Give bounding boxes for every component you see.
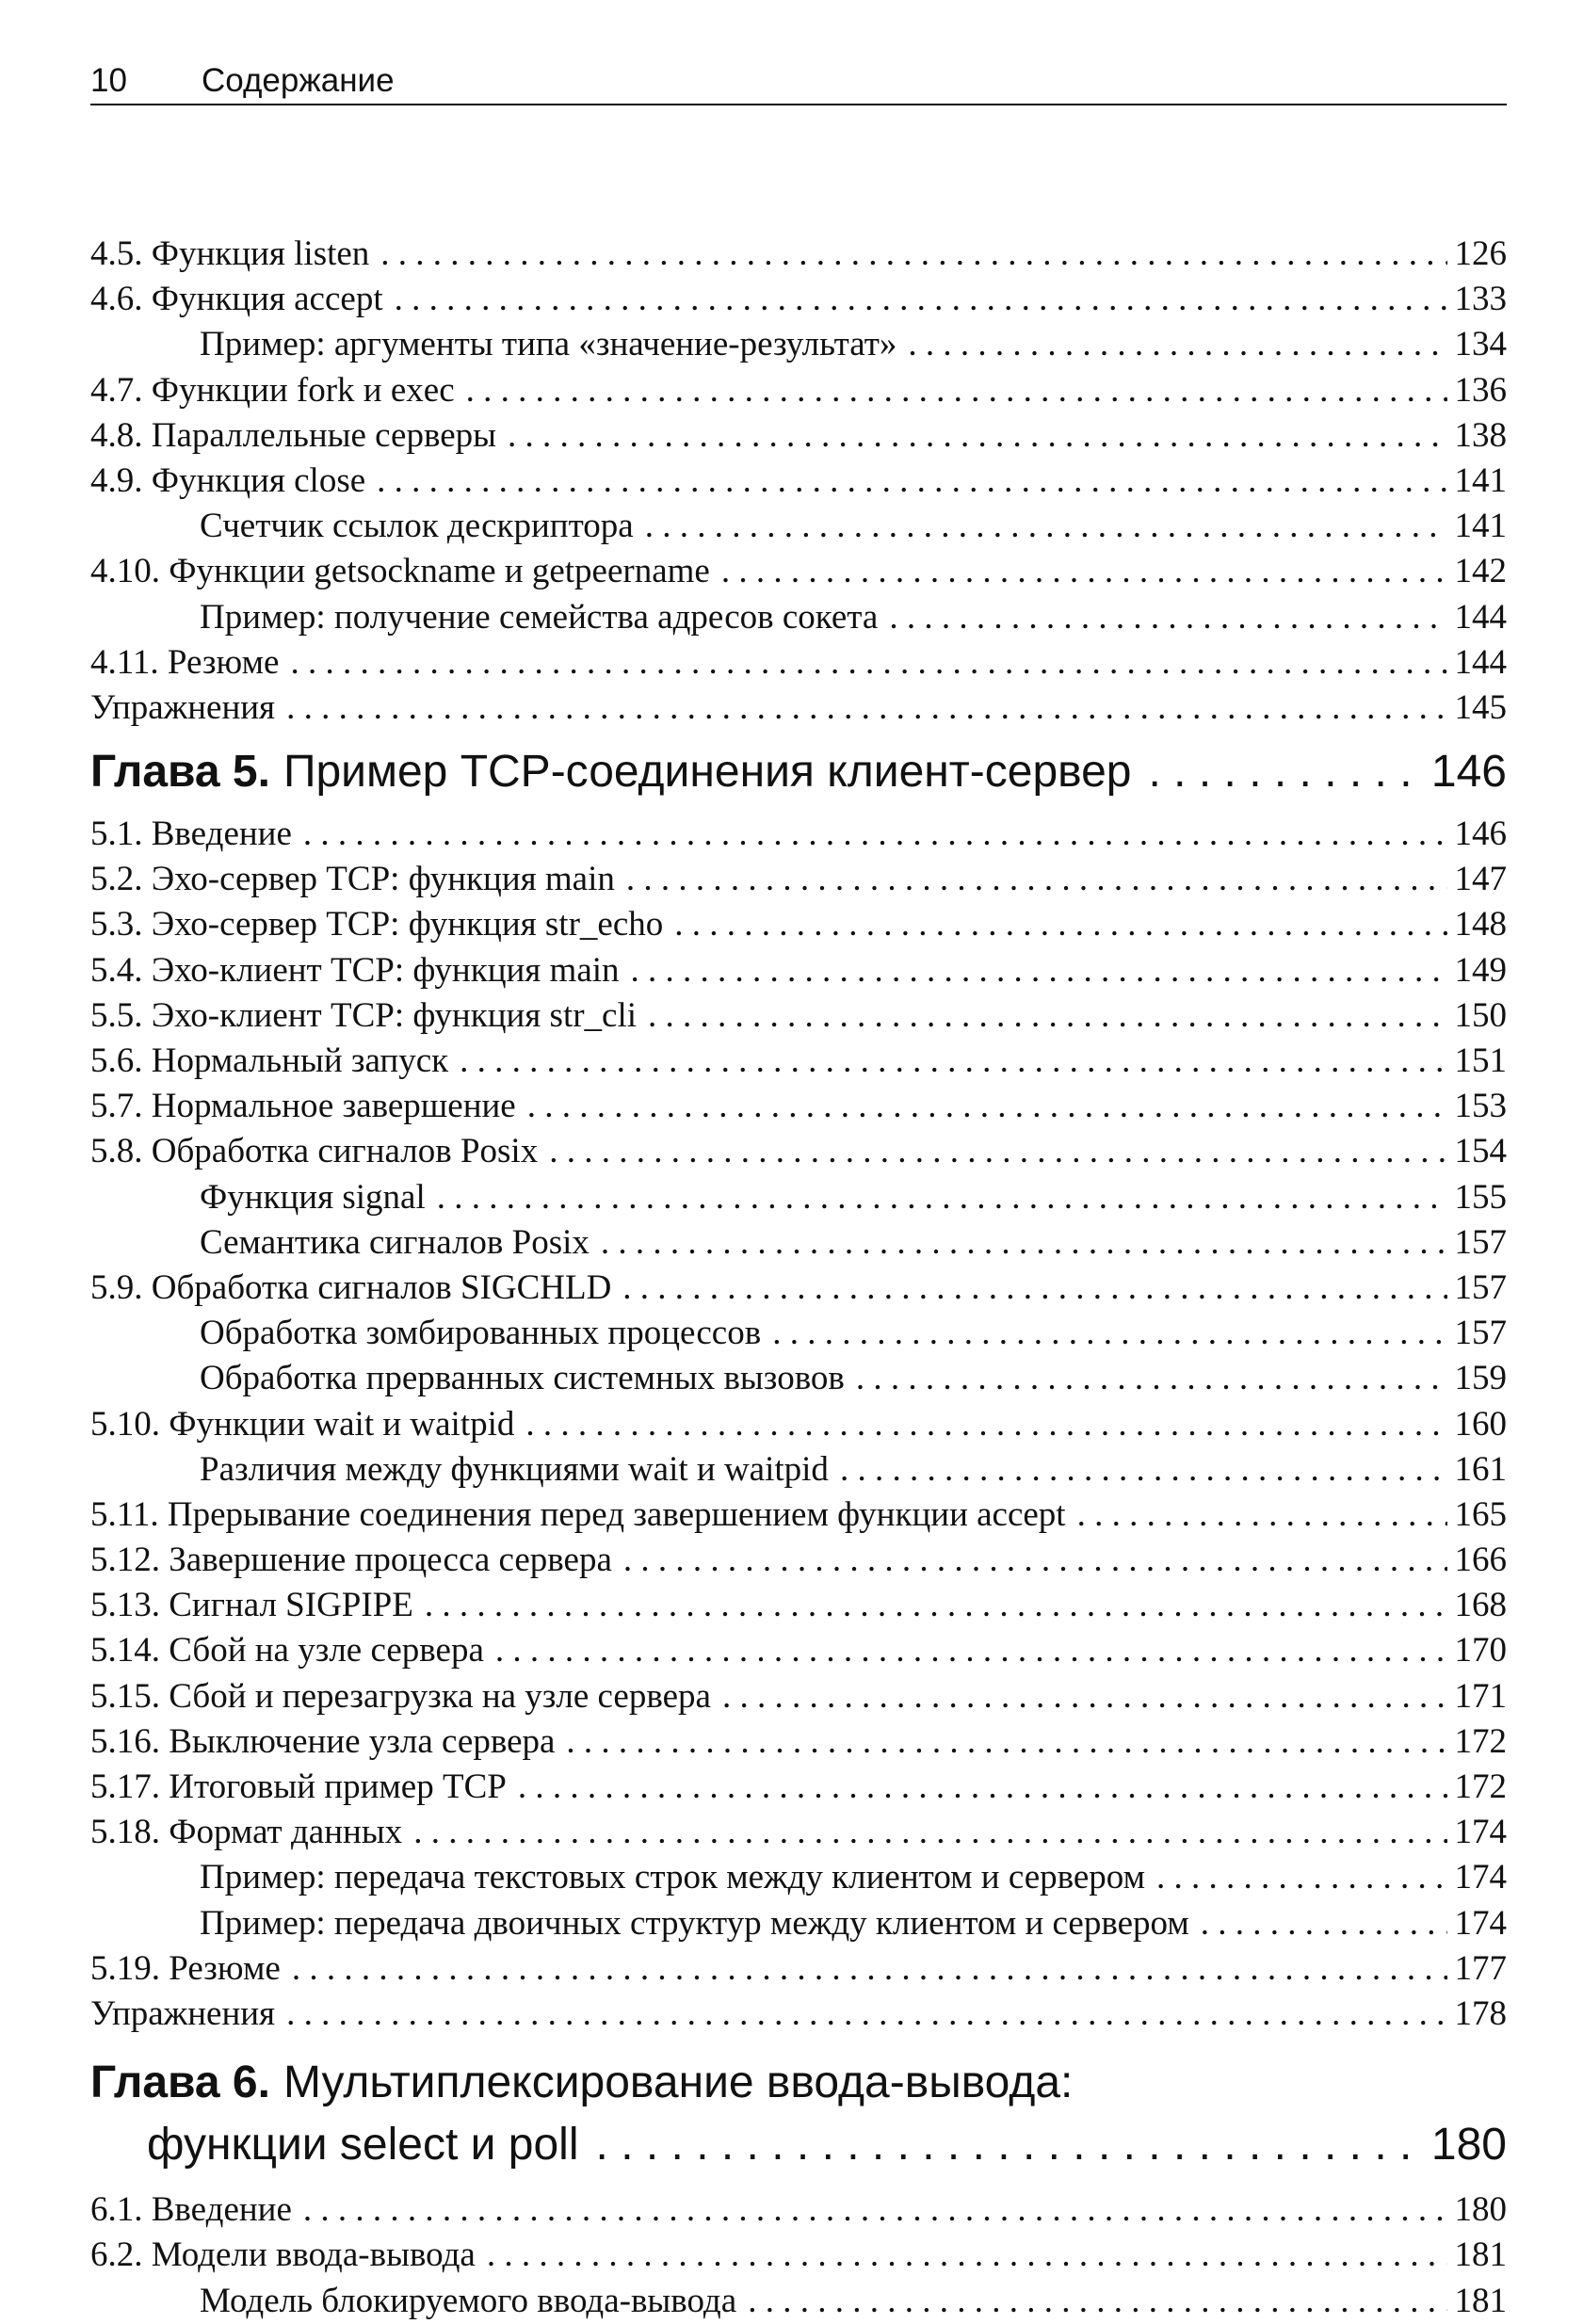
dot-leader [856, 1356, 1447, 1401]
dot-leader [645, 504, 1447, 549]
toc-entry [90, 1583, 1507, 1628]
running-title: Содержание [202, 62, 395, 99]
chapter-title-line1: Мультиплексирование ввода-вывода: [283, 2058, 1074, 2108]
dot-leader [566, 1719, 1446, 1765]
dot-leader [1149, 744, 1422, 800]
dot-leader [495, 1628, 1447, 1673]
chapter-page: 180 [1430, 2120, 1507, 2171]
toc-entry [90, 1946, 1507, 1992]
toc-entry [90, 1719, 1507, 1765]
entry-page: 181 [1454, 2281, 1507, 2320]
entry-page: 174 [1454, 1858, 1507, 1897]
entry-page: 157 [1454, 1222, 1507, 1262]
toc-section-chapter6 [90, 2187, 1507, 2324]
toc-entry [90, 1538, 1507, 1583]
entry-title: 4.11. Резюме [90, 642, 280, 682]
entry-title: Упражнения [90, 687, 276, 727]
entry-page: 155 [1454, 1177, 1507, 1217]
entry-page: 144 [1454, 597, 1507, 637]
entry-title: 5.2. Эхо-сервер TCP: функция main [90, 860, 615, 899]
dot-leader [286, 1992, 1446, 2037]
entry-page: 153 [1454, 1087, 1507, 1126]
entry-title: Функция signal [200, 1177, 426, 1217]
toc-subentry [90, 1901, 1507, 1946]
entry-title: 6.1. Введение [90, 2190, 292, 2230]
entry-title: 5.6. Нормальный запуск [90, 1041, 449, 1080]
toc-entry [90, 459, 1507, 504]
entry-title: Пример: получение семейства адресов сокета [200, 597, 879, 637]
toc-entry [90, 1402, 1507, 1447]
toc-entry [90, 640, 1507, 686]
dot-leader [549, 1129, 1446, 1174]
entry-title: 5.11. Прерывание соединения перед завершением функции accept [90, 1494, 1066, 1534]
dot-leader [631, 948, 1447, 993]
entry-page: 160 [1454, 1404, 1507, 1444]
chapter-6-heading [90, 2052, 1507, 2176]
entry-page: 133 [1454, 280, 1507, 319]
entry-page: 174 [1454, 1903, 1507, 1943]
toc-entry [90, 948, 1507, 993]
dot-leader [623, 1538, 1447, 1583]
toc-entry [90, 2187, 1507, 2233]
dot-leader [377, 459, 1446, 504]
entry-page: 126 [1454, 234, 1507, 273]
dot-leader [395, 277, 1447, 322]
entry-title: Счетчик ссылок дескриптора [200, 507, 634, 546]
entry-page: 168 [1454, 1586, 1507, 1625]
toc-entry [90, 1266, 1507, 1311]
chapter-label: Глава 6. [90, 2058, 270, 2108]
entry-title: 4.5. Функция listen [90, 234, 370, 273]
toc-entry [90, 1039, 1507, 1084]
dot-leader [721, 549, 1447, 594]
entry-page: 138 [1454, 415, 1507, 455]
dot-leader [508, 413, 1447, 459]
entry-title: Обработка прерванных системных вызовов [200, 1359, 845, 1398]
toc-entry [90, 2233, 1507, 2278]
dot-leader [889, 595, 1446, 640]
dot-leader [290, 640, 1446, 686]
entry-title: 5.18. Формат данных [90, 1813, 403, 1852]
entry-page: 144 [1454, 642, 1507, 682]
entry-page: 171 [1454, 1676, 1507, 1716]
toc-subentry [90, 1175, 1507, 1220]
entry-title: 5.9. Обработка сигналов SIGCHLD [90, 1267, 612, 1307]
toc-entry [90, 1628, 1507, 1673]
dot-leader [626, 857, 1447, 902]
toc-subentry [90, 1311, 1507, 1356]
toc-section-chapter5 [90, 812, 1507, 2037]
dot-leader [425, 1583, 1447, 1628]
entry-title: 5.13. Сигнал SIGPIPE [90, 1586, 413, 1625]
dot-leader [460, 1039, 1446, 1084]
toc-entry [90, 1084, 1507, 1129]
toc-entry [90, 686, 1507, 731]
entry-title: Пример: передача текстовых строк между клиентом и сервером [200, 1858, 1146, 1897]
entry-title: Пример: передача двоичных структур между клиентом и сервером [200, 1903, 1189, 1943]
entry-title: 4.6. Функция accept [90, 280, 383, 319]
toc-entry [90, 1129, 1507, 1174]
toc-subentry [90, 504, 1507, 549]
entry-title: Обработка зомбированных процессов [200, 1314, 762, 1353]
toc-entry [90, 1493, 1507, 1538]
entry-page: 136 [1454, 370, 1507, 410]
entry-title: Упражнения [90, 1993, 276, 2033]
dot-leader [292, 1946, 1447, 1992]
entry-title: 5.4. Эхо-клиент TCP: функция main [90, 950, 620, 990]
toc-entry [90, 1765, 1507, 1810]
dot-leader [1077, 1493, 1447, 1538]
dot-leader [840, 1447, 1447, 1493]
entry-page: 145 [1454, 687, 1507, 727]
entry-page: 180 [1454, 2190, 1507, 2230]
dot-leader [908, 322, 1446, 367]
entry-page: 151 [1454, 1041, 1507, 1080]
entry-page: 149 [1454, 950, 1507, 990]
dot-leader [601, 1220, 1447, 1266]
toc-entry [90, 902, 1507, 947]
dot-leader [596, 2114, 1422, 2176]
entry-title: Различия между функциями wait и waitpid [200, 1449, 829, 1489]
toc-subentry [90, 595, 1507, 640]
toc-entry [90, 413, 1507, 459]
entry-page: 172 [1454, 1721, 1507, 1761]
dot-leader [648, 993, 1446, 1039]
dot-leader [748, 2279, 1446, 2324]
chapter-label: Глава 5. [90, 747, 270, 798]
dot-leader [303, 2187, 1447, 2233]
entry-page: 157 [1454, 1267, 1507, 1307]
dot-leader [437, 1175, 1447, 1220]
dot-leader [772, 1311, 1446, 1356]
entry-page: 174 [1454, 1813, 1507, 1852]
entry-page: 147 [1454, 860, 1507, 899]
dot-leader [487, 2233, 1447, 2278]
toc-entry [90, 1674, 1507, 1719]
entry-title: Пример: аргументы типа «значение-результат» [200, 325, 897, 364]
entry-page: 134 [1454, 325, 1507, 364]
dot-leader [722, 1674, 1447, 1719]
toc-entry [90, 993, 1507, 1039]
entry-title: 4.9. Функция close [90, 460, 366, 500]
dot-leader [622, 1266, 1446, 1311]
toc-entry [90, 1810, 1507, 1855]
toc-subentry [90, 2279, 1507, 2324]
entry-title: 5.1. Введение [90, 815, 292, 854]
header-rule [90, 104, 1507, 105]
entry-title: 5.19. Резюме [90, 1948, 281, 1988]
entry-title: 4.8. Параллельные серверы [90, 415, 496, 455]
entry-title: 5.5. Эхо-клиент TCP: функция str_cli [90, 995, 638, 1035]
dot-leader [303, 812, 1447, 857]
entry-page: 150 [1454, 995, 1507, 1035]
entry-page: 165 [1454, 1494, 1507, 1534]
dot-leader [1156, 1855, 1446, 1900]
page-number: 10 [90, 62, 127, 99]
entry-title: 5.12. Завершение процесса сервера [90, 1541, 612, 1580]
dot-leader [413, 1810, 1446, 1855]
entry-page: 177 [1454, 1948, 1507, 1988]
entry-title: 5.3. Эхо-сервер TCP: функция str_echo [90, 905, 664, 944]
toc-entry [90, 232, 1507, 277]
entry-page: 181 [1454, 2235, 1507, 2275]
book-page [90, 58, 1507, 2324]
toc-subentry [90, 1855, 1507, 1900]
toc-entry [90, 1992, 1507, 2037]
entry-page: 141 [1454, 460, 1507, 500]
entry-title: 5.10. Функции wait и waitpid [90, 1404, 515, 1444]
page-header [90, 58, 1507, 113]
entry-title: Семантика сигналов Posix [200, 1222, 590, 1262]
toc-subentry [90, 1447, 1507, 1493]
entry-page: 172 [1454, 1767, 1507, 1806]
entry-title: 6.2. Модели ввода-вывода [90, 2235, 476, 2275]
entry-title: 5.17. Итоговый пример TCP [90, 1767, 507, 1806]
dot-leader [466, 368, 1447, 413]
toc-section-chapter4 [90, 232, 1507, 731]
toc-entry [90, 368, 1507, 413]
entry-title: 5.7. Нормальное завершение [90, 1087, 516, 1126]
toc-subentry [90, 322, 1507, 367]
entry-page: 142 [1454, 552, 1507, 591]
dot-leader [380, 232, 1446, 277]
toc-entry [90, 812, 1507, 857]
dot-leader [674, 902, 1446, 947]
entry-page: 146 [1454, 815, 1507, 854]
dot-leader [286, 686, 1446, 731]
entry-page: 148 [1454, 905, 1507, 944]
toc-subentry [90, 1220, 1507, 1266]
toc-entry [90, 277, 1507, 322]
dot-leader [527, 1084, 1447, 1129]
entry-page: 170 [1454, 1631, 1507, 1670]
entry-page: 161 [1454, 1449, 1507, 1489]
table-of-contents [90, 232, 1507, 2324]
dot-leader [1201, 1901, 1447, 1946]
entry-title: 5.14. Сбой на узле сервера [90, 1631, 484, 1670]
entry-title: 4.7. Функции fork и exec [90, 370, 455, 410]
entry-page: 157 [1454, 1314, 1507, 1353]
entry-title: 5.8. Обработка сигналов Posix [90, 1132, 539, 1171]
chapter-title-line2: функции select и poll [147, 2120, 579, 2171]
toc-subentry [90, 1356, 1507, 1401]
chapter-title: Пример TCP-соединения клиент-сервер [283, 747, 1132, 798]
entry-page: 154 [1454, 1132, 1507, 1171]
chapter-5-heading [90, 744, 1507, 800]
dot-leader [518, 1765, 1447, 1810]
entry-title: Модель блокируемого ввода-вывода [200, 2281, 737, 2320]
dot-leader [525, 1402, 1446, 1447]
toc-entry [90, 857, 1507, 902]
chapter-page: 146 [1430, 747, 1507, 798]
entry-title: 5.15. Сбой и перезагрузка на узле сервера [90, 1676, 711, 1716]
toc-entry [90, 549, 1507, 594]
entry-title: 5.16. Выключение узла сервера [90, 1721, 556, 1761]
entry-page: 166 [1454, 1541, 1507, 1580]
entry-page: 178 [1454, 1993, 1507, 2033]
entry-title: 4.10. Функции getsockname и getpeername [90, 552, 710, 591]
entry-page: 159 [1454, 1359, 1507, 1398]
entry-page: 141 [1454, 507, 1507, 546]
